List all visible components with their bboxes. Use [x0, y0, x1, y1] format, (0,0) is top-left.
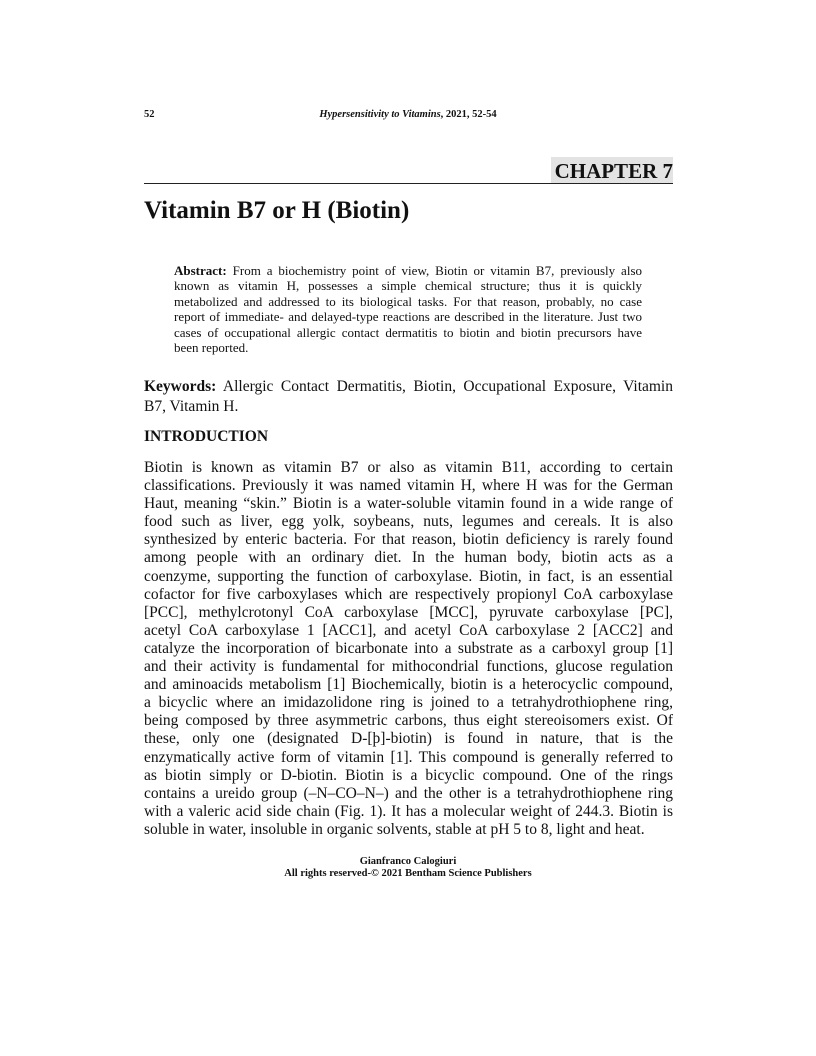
body-text	[144, 459, 673, 839]
abstract-line: cases of occupational allergic contact dermatitis to biotin and biotin precursors have	[174, 324, 642, 340]
body-line: enzymatically active form of vitamin [1]. This compound is generally referred to	[144, 748, 673, 766]
body-line: classifications. Previously it was named vitamin H, where H was for the German	[144, 477, 673, 495]
abstract-line: metabolized and addressed to its biological tasks. For that reason, probably, no case	[174, 293, 642, 309]
chapter-title: Vitamin B7 or H (Biotin)	[144, 197, 410, 224]
abstract-line: known as vitamin H, possesses a simple chemical structure; thus it is quickly	[174, 278, 642, 294]
body-line: food such as liver, egg yolk, soybeans, nuts, legumes and cereals. It is also	[144, 513, 673, 531]
body-line: and their activity is fundamental for mithocondrial functions, glucose regulation	[144, 658, 673, 676]
abstract-text: From a biochemistry point of view, Biotin or vitamin B7, previously also	[226, 263, 642, 278]
keywords	[144, 377, 673, 417]
section-heading: INTRODUCTION	[144, 428, 269, 445]
abstract-label: Abstract:	[174, 263, 227, 278]
body-line: [PCC], methylcrotonyl CoA carboxylase [MCC], pyruvate carboxylase [PC],	[144, 603, 673, 621]
keywords-line	[144, 377, 673, 397]
abstract-line: report of immediate- and delayed-type reactions are described in the literature. Just two	[174, 309, 642, 325]
body-line: Haut, meaning “skin.” Biotin is a water-soluble vitamin found in a wide range of	[144, 495, 673, 513]
page-number: 52	[144, 109, 155, 120]
body-line: as biotin simply or D-biotin. Biotin is a bicyclic compound. One of the rings	[144, 766, 673, 784]
body-line: soluble in water, insoluble in organic solvents, stable at pH 5 to 8, light and heat.	[144, 820, 645, 838]
body-line: contains a ureido group (–N–CO–N–) and the other is a tetrahydrothiophene ring	[144, 784, 673, 802]
footer-copyright: All rights reserved-© 2021 Bentham Science Publishers	[284, 868, 532, 879]
journal-year-pages: , 2021, 52-54	[440, 109, 497, 120]
body-line: synthesized by enteric bacteria. For that reason, biotin deficiency is rarely found	[144, 531, 673, 549]
body-line: and aminoacids metabolism [1] Biochemically, biotin is a heterocyclic compound,	[144, 676, 673, 694]
body-line: a bicyclic where an imidazolidone ring is joined to a tetrahydrothiophene ring,	[144, 694, 673, 712]
keywords-line: B7, Vitamin H.	[144, 398, 239, 415]
body-line: cofactor for five carboxylases which are respectively propionyl CoA carboxylase	[144, 585, 673, 603]
header-rule	[144, 183, 673, 184]
body-line: being composed by three asymmetric carbons, thus eight stereoisomers exist. Of	[144, 712, 673, 730]
body-line: coenzyme, supporting the function of carboxylase. Biotin, in fact, is an essential	[144, 567, 673, 585]
abstract-line	[174, 263, 642, 278]
body-line: these, only one (designated D-[þ]-biotin) is found in nature, that is the	[144, 730, 673, 748]
body-line: among people with an ordinary diet. In the human body, biotin acts as a	[144, 549, 673, 567]
running-header	[258, 109, 558, 121]
chapter-label: CHAPTER 7	[551, 157, 673, 183]
keywords-label: Keywords:	[144, 378, 217, 395]
journal-title: Hypersensitivity to Vitamins	[319, 109, 441, 120]
keywords-text: Allergic Contact Dermatitis, Biotin, Occupational Exposure, Vitamin	[216, 378, 673, 395]
body-line: catalyze the incorporation of bicarbonate into a substrate as a carboxyl group [1]	[144, 639, 673, 657]
abstract-line: been reported.	[174, 340, 249, 356]
body-line: with a valeric acid side chain (Fig. 1). It has a molecular weight of 244.3. Biotin is	[144, 802, 673, 820]
footer-author: Gianfranco Calogiuri	[359, 856, 457, 867]
body-line: Biotin is known as vitamin B7 or also as vitamin B11, according to certain	[144, 459, 673, 476]
abstract	[174, 263, 642, 355]
body-line: acetyl CoA carboxylase 1 [ACC1], and acetyl CoA carboxylase 2 [ACC2] and	[144, 621, 673, 639]
